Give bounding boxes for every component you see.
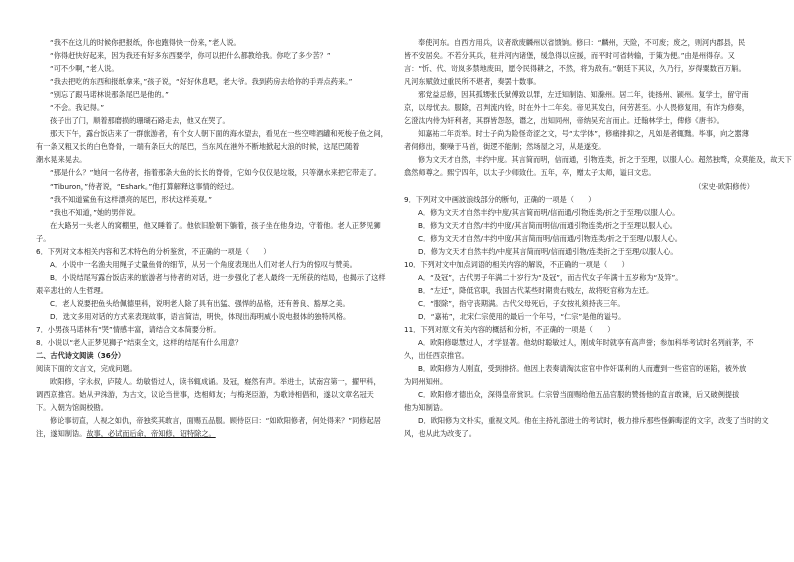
right-line-12: 9．下列对文中画波浪线部分的断句，正确的一项是（ ） (404, 194, 596, 204)
right-line-21: D．“嘉祐”，北宋仁宗使用的最后一个年号，“仁宗”是他的谥号。 (418, 311, 626, 321)
right-line-4: 邪党益忌修，因其孤甥张氏狱傅致以罪，左迁知制诰、知滁州。居二年，徙扬州、颍州。复学士，留守南 (418, 90, 749, 100)
left-line-16: 6．下列对文本相关内容和艺术特色的分析鉴赏，不正确的一项是（ ） (36, 246, 271, 256)
right-line-13: A．修为文天才自然丰约中度/其言简而明/信而通/引物连类/折之于至理/以服人心。 (418, 207, 680, 217)
left-line-0: “我不在这儿的时候你把报纸，你也跑得快一份来，”老人说。 (50, 38, 241, 47)
left-line-17: A．小说中一名渔夫用绳子丈量鱼骨的细节，从另一个角度表现出人们对老人行为的惊叹与赞美。 (50, 259, 357, 269)
right-line-1: 皆不安居矣。不若分其兵，驻并河内诸堡，缓急得以应援，而平时可省转输，于策为便。”由是州得存。又 (404, 51, 735, 61)
left-line-22: 7．小男孩马诺林有“哭”情感丰富，请结合文本简要分析。 (36, 325, 221, 335)
right-line-20: C．“服除”，指守丧期满。古代父母死后，子女按礼须持丧三年。 (418, 298, 625, 308)
left-column (36, 36, 386, 440)
right-line-10: 翕然师尊之。熙宁四年，以太子少师致仕。五年，卒，赠太子太师，谥曰文忠。 (404, 168, 656, 178)
right-line-27: C．欧阳修才德出众，深得皇帝赏识。仁宗曾当面赐给他五品官服的赞扬他的直言敢谏，后又破例提拔 (418, 390, 740, 400)
right-column (404, 36, 792, 440)
left-line-8: 有一条又粗又长的白色脊骨，一端有条巨大的尾巴，当东风在港外不断地掀起大浪的时候，这尾巴随着 (36, 142, 360, 152)
left-line-6: 孩子出了门，顺着那磨损的珊瑚石路走去，他又在哭了。 (50, 116, 230, 126)
right-line-0: 奉使河东。自西方用兵，议者欲废麟州以省馈饷。修曰：“麟州，天险，不可废；废之，则河内郡县，民 (418, 38, 746, 47)
left-line-30: 注，遂知制诰。故事，必试而后命，帝知修，诏特除之。 (36, 429, 216, 439)
right-line-14: B．修为文天才自然/丰约中度/其言简而明信/而通引物连类/折之于至理以服人心。 (418, 220, 677, 230)
right-line-15: C．修为文天才自然/丰约中度/其言简而明/信而通/引物连类/折之于至理/以服人心。 (418, 233, 682, 243)
right-line-23: A．欧阳修聪慧过人，才学显著。他幼时聪敏过人，刚成年时就享有高声誉；参加科举考试时名列前茅，不 (418, 338, 754, 348)
left-line-14: 在大路另一头老人的窝棚里，他又睡着了。他依旧脸朝下躺着，孩子坐在他身边，守着他。老人正梦见狮 (50, 220, 381, 230)
left-line-4: “别忘了跟马诺林说那条尾巴是他的。” (50, 90, 169, 100)
right-line-2: 言：“忻、代、岢岚多禁地废田，愿令民得耕之，不然，将为敌有。”朝廷下其议，久乃行，岁得粟数百万斛。 (404, 64, 746, 74)
left-line-9: 潮水晃来晃去。 (36, 155, 87, 165)
right-line-18: A．“及冠”，古代男子年满二十岁行为“及冠”，而古代女子年满十五岁称为“及笄”。 (418, 272, 683, 282)
left-line-10: “那是什么？”她问一名侍者，指着那条大鱼的长长的脊骨，它如今仅仅是垃圾，只等潮水来把它带走了。 (50, 168, 381, 178)
left-line-12: “我不知道鲨鱼有这样漂亮的尾巴，形状这样美观。” (50, 194, 212, 204)
left-line-20: C．老人说要把鱼头给佩德里科，说明老人除了具有出猛、强悍的品格，还有善良、豁厚之美。 (50, 298, 350, 308)
left-line-25: 阅读下面的文言文，完成问题。 (36, 364, 137, 374)
right-line-5: 京，以母忧去。服除，召判流内铨，时在外十二年矣。帝见其发白，问劳甚至。小人畏修复用，有诈为修奏， (404, 103, 750, 113)
left-line-29: 修论事切直，人视之如仇，帝独奖其敢言，面赐五品服。顾侍臣曰：“如欧阳修者，何处得来？”同修起居 (50, 416, 381, 426)
left-line-28: 下。入朝为馆阁校勘。 (36, 403, 108, 413)
right-line-17: 10．下列对文中加点词语的相关内容的解说，不正确的一项是（ ） (404, 259, 629, 269)
right-line-11: （宋史·欧阳修传） (694, 181, 754, 191)
left-line-18: B．小说结尾写露台饭店来的旅游者与侍者的对话，进一步强化了老人最终一无所获的结局，也揭示了这样 (50, 272, 386, 282)
left-line-5: “不会。我记得。” (50, 103, 105, 113)
right-line-26: 为同州知州。 (404, 377, 448, 387)
left-line-11: “Tiburon，”侍者说，“Eshark。”他打算解释这事情的经过。 (50, 181, 239, 191)
left-line-26: 欧阳修，字永叔，庐陵人。幼敏悟过人，读书辄成诵。及冠，嶷然有声。举进士，试南宫第一，擢甲科， (50, 377, 381, 387)
right-line-30: 风，也从此为改变了。 (404, 429, 476, 439)
right-line-6: 乞澄汰内侍为奸利者，其群皆怨怒，谮之，出知同州，帝纳吴充言而止。迁翰林学士，俾修《唐书》。 (404, 116, 724, 126)
right-line-25: B．欧阳修为人刚直，受到排挤。他因上表奏请淘汰宦官中作奸谋利的人而遭到一些宦官的诬陷，被外放 (418, 364, 747, 374)
left-line-27: 调西京推官。始从尹洙游，为古文，议论当世事，迭相师友；与梅尧臣游，为歌诗相倡和，遂以文章名冠天 (36, 390, 374, 400)
left-line-21: D．选文多用对话的方式来表现故事，语言简洁，明快，体现出海明威小说电报体的独特风格。 (50, 311, 351, 321)
left-line-23: 8．小说以“老人正梦见狮子”结束全文，这样的结尾有什么用意？ (36, 338, 243, 348)
right-line-28: 他为知制诰。 (404, 403, 448, 413)
right-line-22: 11．下列对原文有关内容的概括和分析，不正确的一项是（ ） (404, 325, 615, 335)
right-line-9: 修为文天才自然，丰约中度。其言简而明，信而通，引物连类，折之于至理，以服人心。超然独骛，众莫能及，故天下 (418, 155, 792, 165)
left-line-2: “可不少啊，”老人说。 (50, 64, 119, 74)
left-line-1: “你得赶快好起来，因为我还有好多东西要学，你可以把什么都教给我。你吃了多少苦？” (50, 51, 331, 61)
left-line-3: “我去把吃的东西和报纸拿来，”孩子说，“好好休息吧，老大爷。我到药房去给你的手弄点药来。” (50, 77, 353, 87)
left-line-13: “我也不知道，”她的男伴说。 (50, 207, 141, 217)
right-line-7: 知嘉祐二年贡举。时士子尚为险怪奇涩之文，号“太学体”，修痛排抑之，凡如是者辄黜。毕事，向之嚣薄 (418, 129, 749, 139)
left-line-7: 那天下午，露台饭店来了一群旅游者，有个女人朝下面的海水望去，看见在一些空啤酒罐和死梭子鱼之间， (50, 129, 388, 139)
left-line-24: 二、古代诗文阅读（36分） (36, 351, 126, 361)
left-line-19: 艰辛悲壮的人生哲理。 (36, 285, 108, 295)
right-line-29: D．欧阳修为文朴实，重视文风。他在主持礼部进士的考试时，极力排斥那些怪僻晦涩的文字，改变了当时的文 (418, 416, 769, 426)
right-line-16: D．修为文天才自然丰约/中度其言简而明/信而通引物/连类折之于至理/以服人心。 (418, 246, 678, 256)
right-line-3: 凡河东赋敛过重民所不堪者，奏罢十数事。 (404, 77, 541, 87)
right-line-19: B．“左迁”，降低官职，我国古代某些时期贵右贱左，故将贬官称为左迁。 (418, 285, 654, 295)
left-line-15: 子。 (36, 233, 51, 243)
right-line-24: 久，出任西京推官。 (404, 351, 469, 361)
right-line-8: 者伺修出，聚噪于马首，街逻不能制；然场屋之习，从是遂变。 (404, 142, 606, 152)
